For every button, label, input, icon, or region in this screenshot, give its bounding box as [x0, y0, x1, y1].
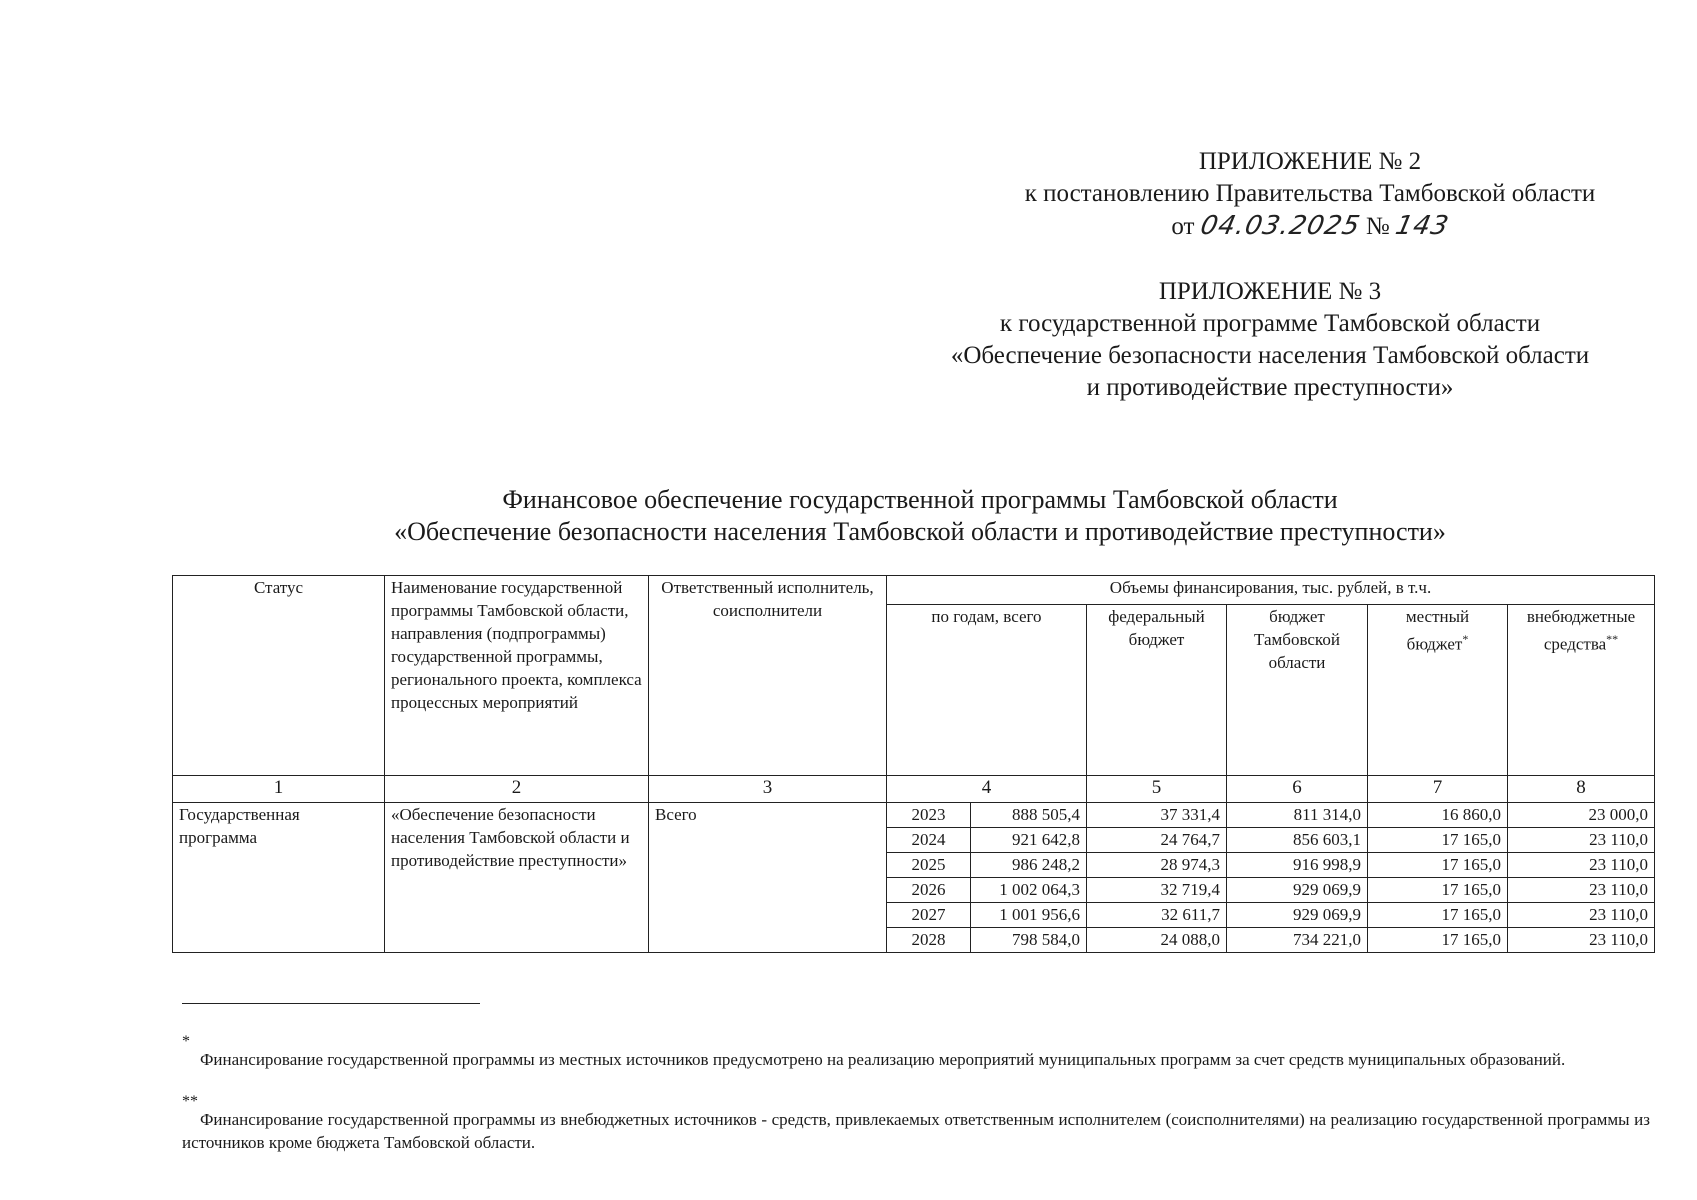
financing-table	[172, 575, 1655, 953]
date-prefix: от	[1171, 213, 1195, 240]
handwritten-number: 143	[1392, 211, 1452, 241]
regional-cell: 734 221,0	[1227, 928, 1368, 953]
header-offbudget	[1508, 605, 1655, 776]
footnote-2-mark: **	[182, 1093, 198, 1110]
federal-cell: 37 331,4	[1087, 803, 1227, 828]
regional-cell: 929 069,9	[1227, 903, 1368, 928]
document-title-line-2: «Обеспечение безопасности населения Тамбовской области и противодействие преступности»	[394, 517, 1446, 546]
appendix-3-block	[880, 276, 1660, 404]
offbudget-cell: 23 110,0	[1508, 903, 1655, 928]
appendix-3-line-3: и противодействие преступности»	[1086, 374, 1454, 401]
offbudget-cell: 23 110,0	[1508, 828, 1655, 853]
year-cell: 2028	[887, 928, 971, 953]
header-local	[1368, 605, 1508, 776]
appendix-3-title: ПРИЛОЖЕНИЕ № 3	[1158, 278, 1382, 305]
handwritten-date: 04.03.2025	[1197, 211, 1363, 241]
appendix-2-date-line	[970, 210, 1650, 243]
footnote-1-text: Финансирование государственной программы из местных источников предусмотрено на реализацию мероприятий муниципальных программ за счет средств муниципальных образований.	[200, 1050, 1566, 1069]
column-number: 6	[1227, 776, 1368, 803]
appendix-2-line: к постановлению Правительства Тамбовской области	[1024, 180, 1596, 207]
year-cell: 2023	[887, 803, 971, 828]
status-cell: Государственная программа	[173, 803, 385, 953]
year-cell: 2024	[887, 828, 971, 853]
local-cell: 16 860,0	[1368, 803, 1508, 828]
appendix-2-block	[970, 146, 1650, 243]
total-cell: 1 001 956,6	[971, 903, 1087, 928]
federal-cell: 32 719,4	[1087, 878, 1227, 903]
offbudget-cell: 23 110,0	[1508, 878, 1655, 903]
total-cell: 986 248,2	[971, 853, 1087, 878]
header-status: Статус	[173, 576, 385, 776]
number-prefix: №	[1365, 213, 1390, 240]
regional-cell: 856 603,1	[1227, 828, 1368, 853]
column-number: 3	[649, 776, 887, 803]
federal-cell: 24 088,0	[1087, 928, 1227, 953]
header-regional: бюджет Тамбовской области	[1227, 605, 1368, 776]
total-cell: 921 642,8	[971, 828, 1087, 853]
regional-cell: 929 069,9	[1227, 878, 1368, 903]
total-cell: 798 584,0	[971, 928, 1087, 953]
local-cell: 17 165,0	[1368, 853, 1508, 878]
executor-cell: Всего	[649, 803, 887, 953]
appendix-3-line-2: «Обеспечение безопасности населения Тамбовской области	[950, 342, 1590, 369]
regional-cell: 811 314,0	[1227, 803, 1368, 828]
header-offbudget-footnote-mark: **	[1606, 632, 1619, 646]
column-number: 8	[1508, 776, 1655, 803]
document-title	[230, 484, 1610, 548]
footnote-2-text: Финансирование государственной программы из внебюджетных источников - средств, привлекаемых ответственным исполнителем (соисполнителями) на реализацию государственной программы из источников кроме бюджета Тамбовской области.	[182, 1110, 1650, 1152]
year-cell: 2027	[887, 903, 971, 928]
offbudget-cell: 23 110,0	[1508, 853, 1655, 878]
year-cell: 2026	[887, 878, 971, 903]
federal-cell: 24 764,7	[1087, 828, 1227, 853]
total-cell: 888 505,4	[971, 803, 1087, 828]
header-offbudget-text: внебюджетные средства	[1526, 607, 1636, 654]
header-local-footnote-mark: *	[1462, 632, 1469, 646]
header-row	[173, 576, 1655, 605]
document-title-line-1: Финансовое обеспечение государственной программы Тамбовской области	[502, 485, 1338, 514]
header-by-years: по годам, всего	[887, 605, 1087, 776]
header-local-text: местный бюджет	[1405, 607, 1470, 654]
footnote-1-mark: *	[182, 1033, 190, 1050]
header-volumes: Объемы финансирования, тыс. рублей, в т.ч.	[887, 576, 1655, 605]
column-number: 2	[385, 776, 649, 803]
regional-cell: 916 998,9	[1227, 853, 1368, 878]
program-name-cell: «Обеспечение безопасности населения Тамбовской области и противодействие преступности»	[385, 803, 649, 953]
header-federal: федеральный бюджет	[1087, 605, 1227, 776]
total-cell: 1 002 064,3	[971, 878, 1087, 903]
federal-cell: 32 611,7	[1087, 903, 1227, 928]
offbudget-cell: 23 110,0	[1508, 928, 1655, 953]
table-row	[173, 803, 1655, 828]
header-program-name: Наименование государственной программы Тамбовской области, направления (подпрограммы) государственной программы, регионального проекта, комплекса процессных мероприятий	[385, 576, 649, 776]
offbudget-cell: 23 000,0	[1508, 803, 1655, 828]
local-cell: 17 165,0	[1368, 903, 1508, 928]
column-number: 7	[1368, 776, 1508, 803]
local-cell: 17 165,0	[1368, 878, 1508, 903]
column-number-row	[173, 776, 1655, 803]
local-cell: 17 165,0	[1368, 928, 1508, 953]
local-cell: 17 165,0	[1368, 828, 1508, 853]
appendix-3-line-1: к государственной программе Тамбовской области	[999, 310, 1541, 337]
appendix-2-title: ПРИЛОЖЕНИЕ № 2	[1198, 148, 1422, 175]
federal-cell: 28 974,3	[1087, 853, 1227, 878]
column-number: 5	[1087, 776, 1227, 803]
column-number: 1	[173, 776, 385, 803]
column-number: 4	[887, 776, 1087, 803]
footnote-separator	[182, 1003, 480, 1004]
header-executor: Ответственный исполнитель, соисполнители	[649, 576, 887, 776]
year-cell: 2025	[887, 853, 971, 878]
